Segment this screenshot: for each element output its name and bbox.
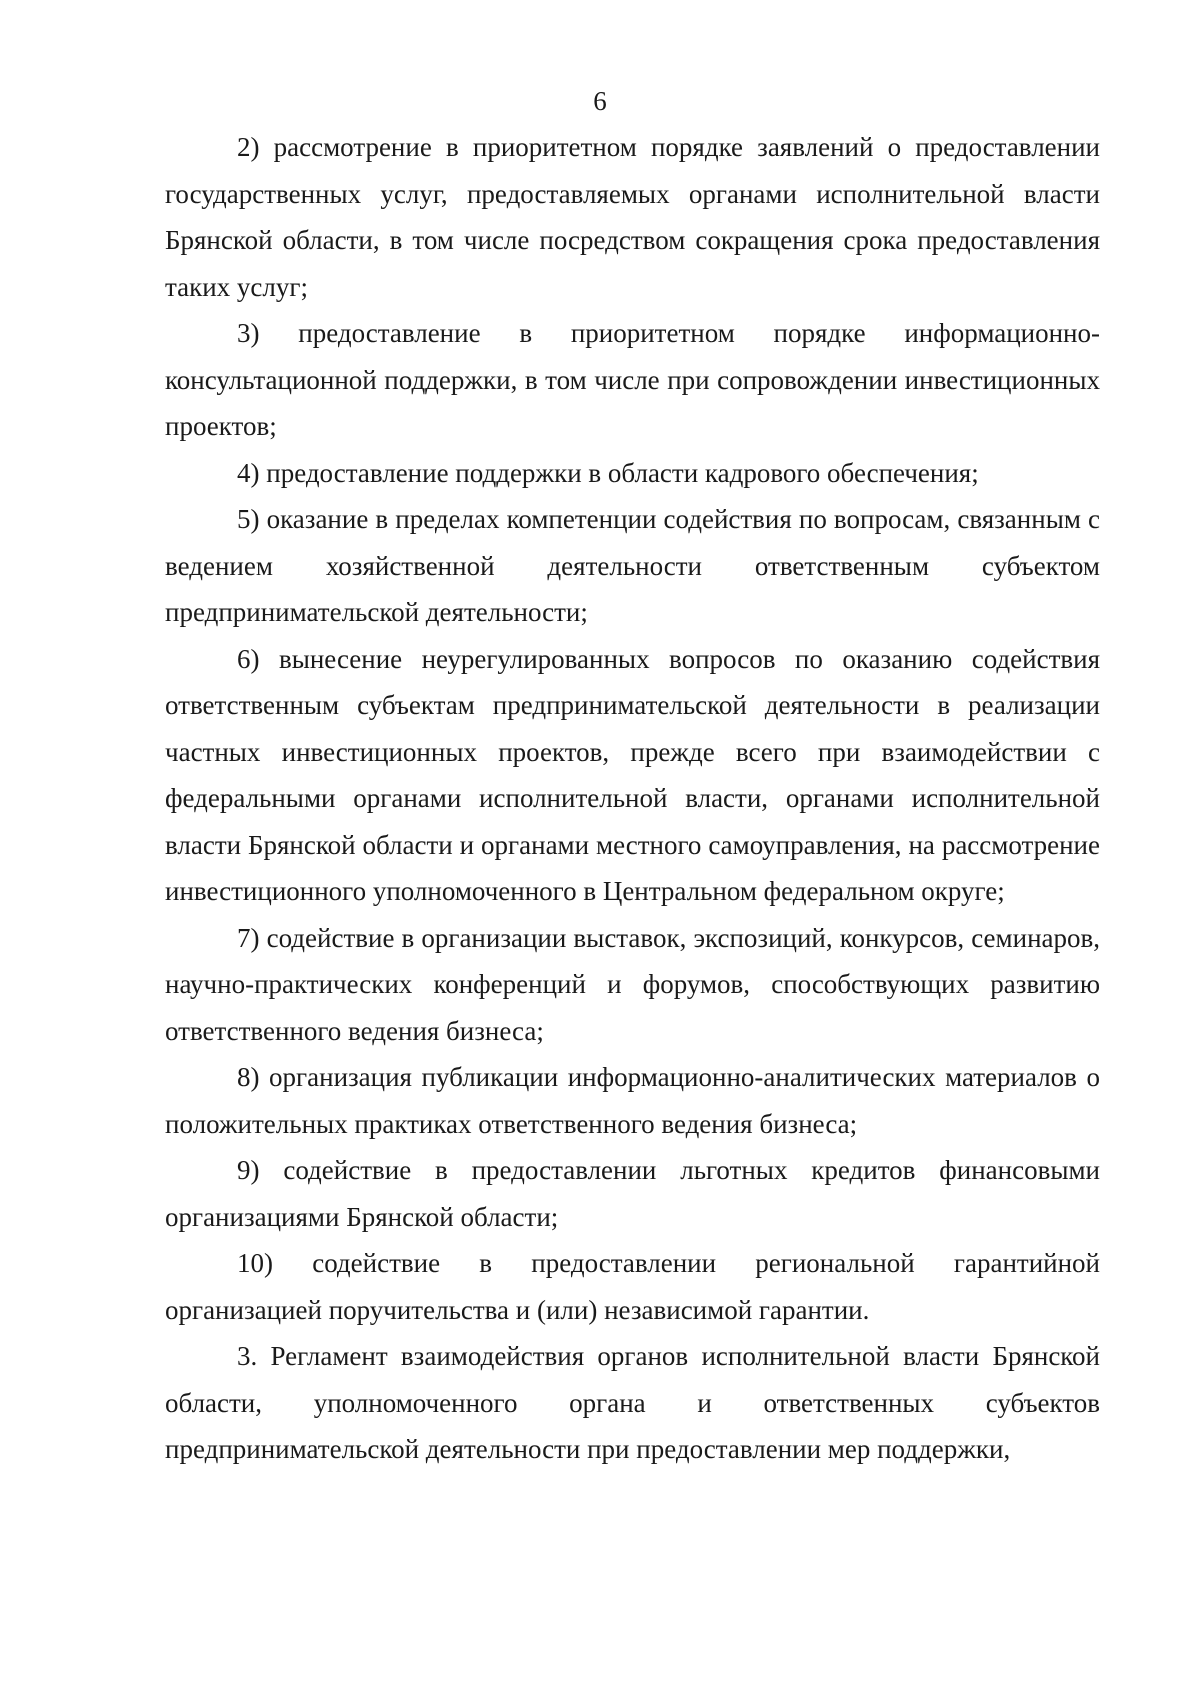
paragraph-item-9: 9) содействие в предоставлении льготных кредитов финансовыми организациями Брянской области;: [165, 1155, 1100, 1232]
paragraph-item-10: 10) содействие в предоставлении региональной гарантийной организацией поручительства и (или) независимой гарантии.: [165, 1248, 1100, 1325]
paragraph-item-2: 2) рассмотрение в приоритетном порядке заявлений о предоставлении государственных услуг, предоставляемых органами исполнительной власти Брянской области, в том числе посредством сокращения срока предоставления таких услуг;: [165, 132, 1100, 302]
document-body: [165, 124, 1100, 1473]
paragraph-item-8: 8) организация публикации информационно-аналитических материалов о положительных практиках ответственного ведения бизнеса;: [165, 1062, 1100, 1139]
paragraph-item-6: 6) вынесение неурегулированных вопросов по оказанию содействия ответственным субъектам предпринимательской деятельности в реализации частных инвестиционных проектов, прежде всего при взаимодействии с федеральными органами исполнительной власти, органами исполнительной власти Брянской области и органами местного самоуправления, на рассмотрение инвестиционного уполномоченного в Центральном федеральном округе;: [165, 643, 1100, 906]
paragraph-item-3: 3) предоставление в приоритетном порядке информационно-консультационной поддержки, в том числе при сопровождении инвестиционных проектов;: [165, 318, 1100, 441]
paragraph-item-4: 4) предоставление поддержки в области кадрового обеспечения;: [237, 457, 979, 488]
page-number: 6: [593, 86, 607, 116]
paragraph-item-5: 5) оказание в пределах компетенции содействия по вопросам, связанным с ведением хозяйственной деятельности ответственным субъектом предпринимательской деятельности;: [165, 504, 1100, 627]
paragraph-section-3: 3. Регламент взаимодействия органов исполнительной власти Брянской области, уполномоченного органа и ответственных субъектов предпринимательской деятельности при предоставлении мер поддержки,: [165, 1341, 1100, 1464]
paragraph-item-7: 7) содействие в организации выставок, экспозиций, конкурсов, семинаров, научно-практических конференций и форумов, способствующих развитию ответственного ведения бизнеса;: [165, 922, 1100, 1046]
